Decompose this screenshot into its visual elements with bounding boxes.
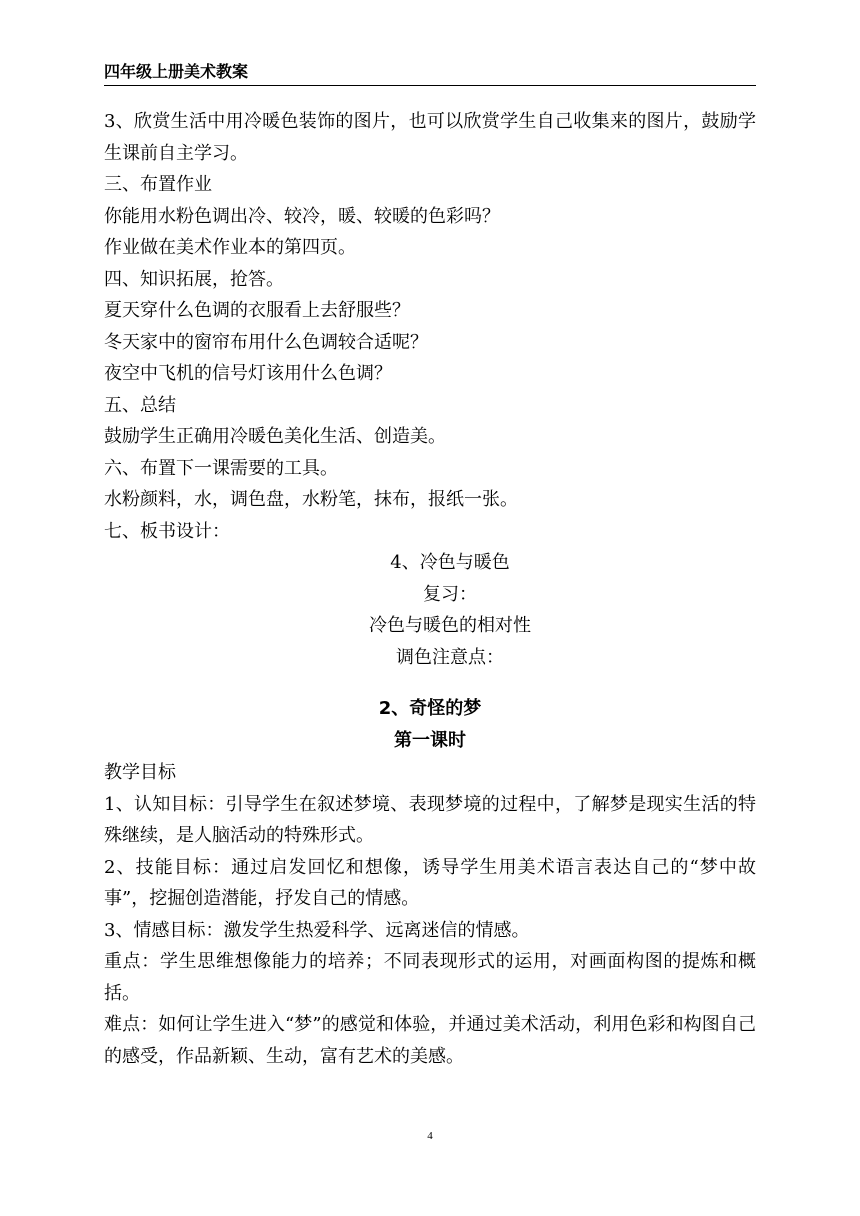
paragraph: 3、情感目标：激发学生热爱科学、远离迷信的情感。 [104, 919, 530, 941]
board-line: 冷色与暖色的相对性 [369, 615, 531, 636]
paragraph: 鼓励学生正确用冷暖色美化生活、创造美。 [104, 426, 446, 447]
paragraph: 夏天穿什么色调的衣服看上去舒服些？ [104, 300, 410, 321]
board-line: 复习： [423, 583, 477, 605]
lesson-title: 2、奇怪的梦 [378, 698, 482, 719]
paragraph: 夜空中飞机的信号灯该用什么色调？ [104, 363, 392, 384]
paragraph: 难点：如何让学生进入“梦”的感觉和体验，并通过美术活动，利用色彩和构图自己的感受，作品新颖、生动，富有艺术的美感。 [104, 1014, 756, 1067]
page-header: 四年级上册美术教案 [104, 62, 756, 86]
paragraph: 水粉颜料，水，调色盘，水粉笔，抹布，报纸一张。 [104, 489, 518, 510]
section-heading: 三、布置作业 [104, 174, 212, 195]
page-number: 4 [427, 1130, 433, 1142]
document-body [104, 106, 756, 1072]
paragraph: 作业做在美术作业本的第四页。 [104, 237, 356, 258]
paragraph: 2、技能目标：通过启发回忆和想像，诱导学生用美术语言表达自己的“梦中故事”，挖掘创造潜能，抒发自己的情感。 [104, 856, 756, 909]
paragraph: 3、欣赏生活中用冷暖色装饰的图片，也可以欣赏学生自己收集来的图片，鼓励学生课前自主学习。 [104, 111, 756, 164]
paragraph: 冬天家中的窗帘布用什么色调较合适呢？ [104, 331, 428, 353]
spacer [104, 673, 756, 693]
paragraph: 1、认知目标：引导学生在叙述梦境、表现梦境的过程中，了解梦是现实生活的特殊继续，是人脑活动的特殊形式。 [104, 793, 756, 846]
section-heading: 教学目标 [104, 762, 176, 783]
paragraph: 你能用水粉色调出冷、较冷，暖、较暖的色彩吗？ [104, 205, 500, 227]
section-heading: 四、知识拓展，抢答。 [104, 268, 284, 290]
board-line: 4、冷色与暖色 [390, 552, 510, 573]
lesson-subtitle: 第一课时 [394, 730, 466, 751]
board-line: 调色注意点： [396, 646, 504, 668]
section-heading: 七、板书设计： [104, 520, 230, 542]
section-heading: 五、总结 [104, 394, 176, 416]
section-heading: 六、布置下一课需要的工具。 [104, 457, 338, 479]
paragraph: 重点：学生思维想像能力的培养；不同表现形式的运用，对画面构图的提炼和概括。 [104, 951, 756, 1004]
